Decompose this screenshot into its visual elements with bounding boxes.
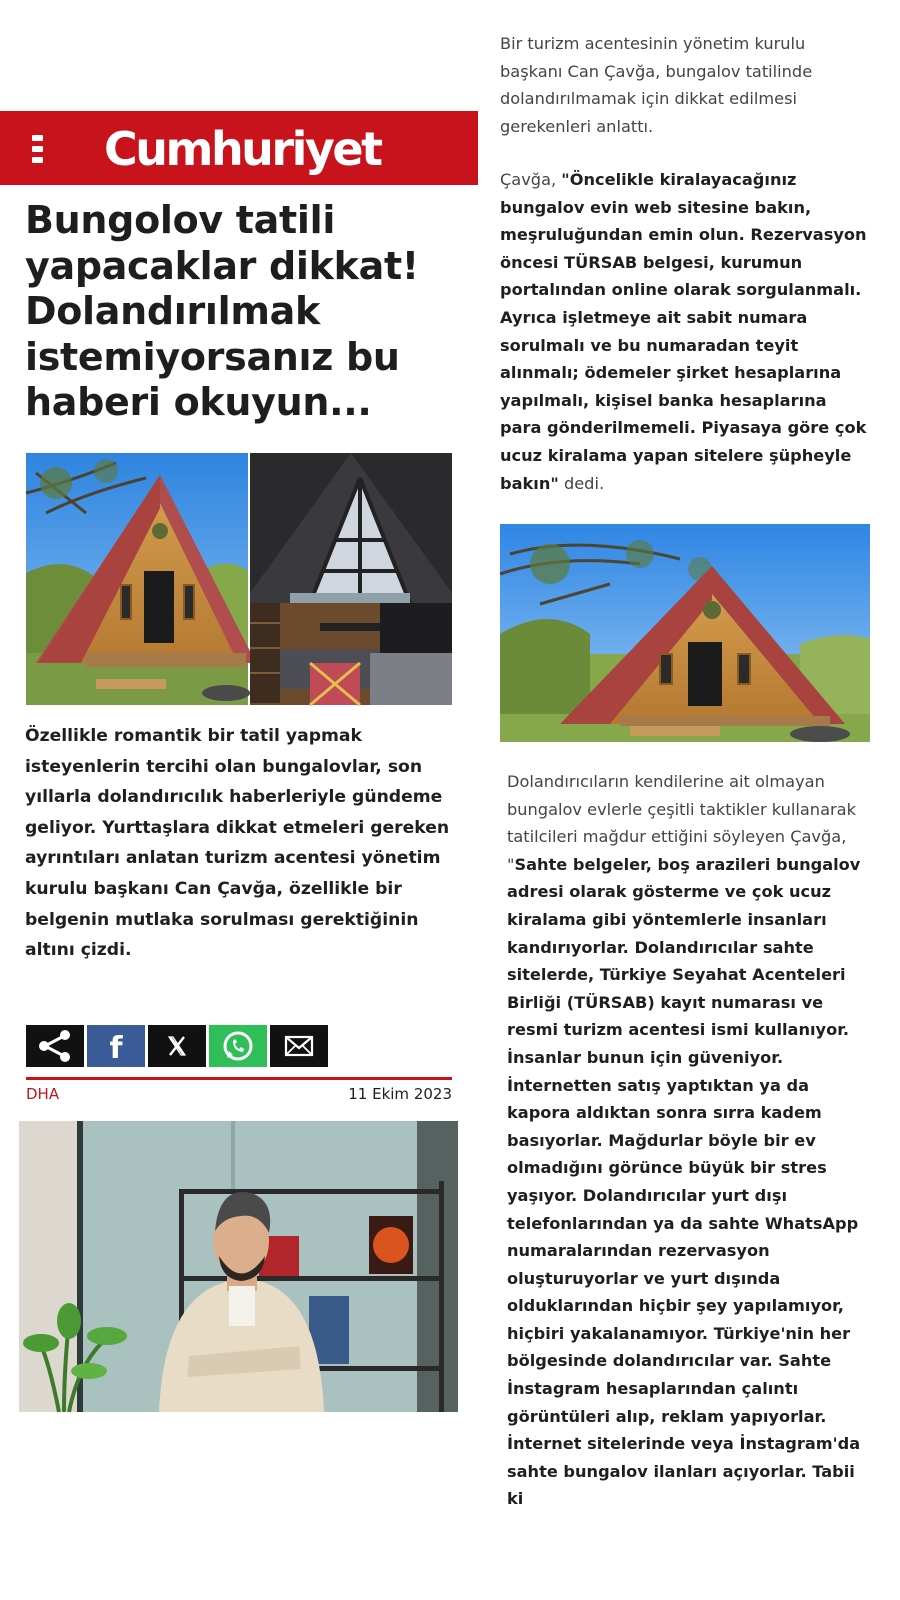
x-twitter-icon <box>148 1025 206 1067</box>
hamburger-icon[interactable] <box>32 135 44 165</box>
quote1-prefix: Çavğa, <box>500 170 562 189</box>
email-share-button[interactable] <box>270 1025 328 1067</box>
site-header-bar <box>0 111 478 185</box>
whatsapp-share-button[interactable] <box>209 1025 267 1067</box>
bungalow-side-photo <box>500 524 870 742</box>
whatsapp-icon <box>209 1025 267 1067</box>
quote-paragraph-2 <box>507 768 871 1509</box>
facebook-icon <box>87 1025 145 1067</box>
article-source[interactable]: DHA <box>26 1085 60 1103</box>
quote2-bold: Sahte belgeler, boş arazileri bungalov adresi olarak gösterme ve çok ucuz kiralama gibi yöntemlerle insanları kandırıyorlar. Dolandırıcılar sahte sitelerde, Türkiye Seyahat Acenteleri Birliği (TÜRSAB) kayıt numarası ve resmi turizm acentesi ismi kullanıyor. İnsanlar bunun için güveniyor. İnternetten satış yaptıktan ya da kapora aldıktan sonra sırra kadem basıyorlar. Mağdurlar böyle bir ev olmadığını görünce büyük bir stres yaşıyor. Dolandırıcılar yurt dışı telefonlarından ya da sahte WhatsApp numaralarından rezervasyon oluşturuyorlar ve yurt dışında olduklarından hiçbir şey yapılamıyor, hiçbiri yakalanamıyor. Türkiye'nin her bölgesinde dolandırıcılar var. Sahte İnstagram hesaplarından çalıntı görüntüleri alıp, reklam yapıyorlar. İnternet sitelerinde veya İnstagram'da sahte bungalov ilanları açıyorlar. Tabii ki <box>507 854 861 1509</box>
bungalow-interior-photo <box>250 453 452 705</box>
share-button[interactable] <box>26 1025 84 1067</box>
article-date: 11 Ekim 2023 <box>348 1085 452 1103</box>
quote1-suffix: dedi. <box>558 473 605 493</box>
site-logo[interactable]: Cumhuriyet <box>104 122 381 176</box>
quote2-prefix: Dolandırıcıların kendilerine ait olmayan bungalov evlerle çeşitli taktikler kullanarak tatilcileri mağdur ettiğini söyleyen Çavğa, " <box>507 772 856 874</box>
quote1-bold: "Öncelikle kiralayacağınız bungalov evin web sitesine bakın, meşruluğundan emin olun. Rezervasyon öncesi TÜRSAB belgesi, kurumun portalından online olarak sorgulanmalı. Ayrıca işletmeye ait sabit numara sorulmalı ve bu numaradan teyit alınmalı; ödemeler şirket hesaplarına yapılmalı, kişisel banka hesaplarına para gönderilmemeli. Piyasaya göre çok ucuz kiralama yapan sitelere şüpheyle bakın" <box>500 170 867 493</box>
email-icon <box>270 1025 328 1067</box>
hero-image <box>26 453 452 705</box>
quote-paragraph-1 <box>500 166 872 497</box>
svg-text:f: f <box>109 1031 123 1066</box>
meta-divider <box>26 1077 452 1080</box>
article-headline: Bungolov tatili yapacaklar dikkat! Dolandırılmak istemiyorsanız bu haberi okuyun... <box>25 198 419 424</box>
facebook-share-button[interactable] <box>87 1025 145 1067</box>
share-icon <box>26 1025 84 1067</box>
can-cavga-portrait-photo <box>19 1121 458 1412</box>
article-lead: Özellikle romantik bir tatil yapmak isteyenlerin tercihi olan bungalovlar, son yıllarla dolandırıcılık haberleriyle gündeme geliyor. Yurttaşlara dikkat etmeleri gereken ayrıntıları anlatan turizm acentesi yönetim kurulu başkanı Can Çavğa, özellikle bir belgenin mutlaka sorulması gerektiğinin altını çizdi. <box>25 726 450 961</box>
x-share-button[interactable] <box>148 1025 206 1067</box>
bungalow-exterior-photo <box>26 453 248 705</box>
article-intro: Bir turizm acentesinin yönetim kurulu başkanı Can Çavğa, bungalov tatilinde dolandırılmamak için dikkat edilmesi gerekenleri anlattı. <box>500 34 813 136</box>
